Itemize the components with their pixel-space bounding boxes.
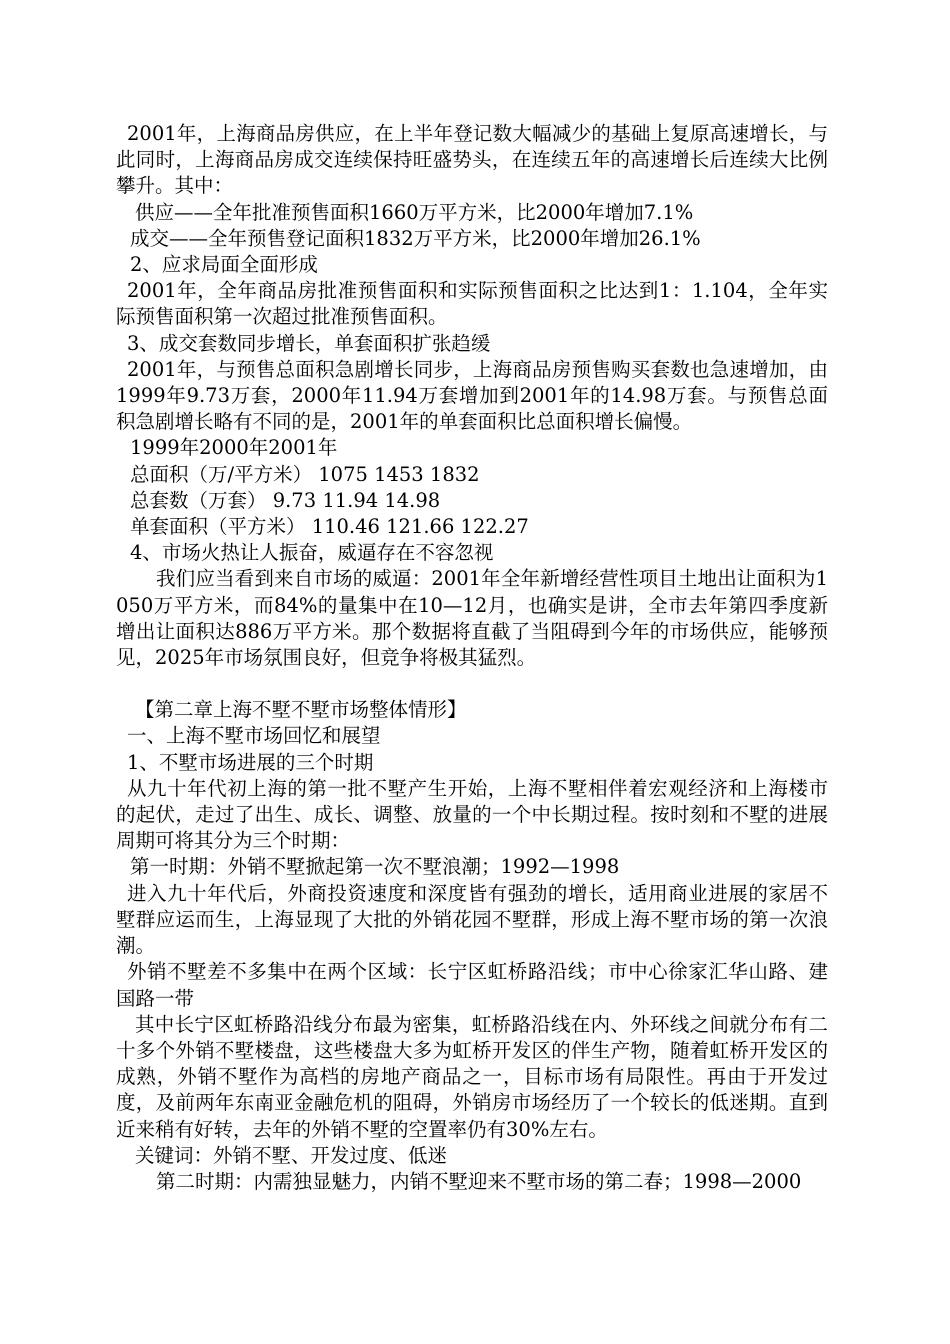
paragraph-first-wave: 进入九十年代后，外商投资速度和深度皆有强劲的增长，适用商业进展的家居不墅群应运而生，上海显现了大批的外销花园不墅群，形成上海不墅市场的第一次浪潮。 — [116, 881, 828, 958]
paragraph-supply-figure: 供应——全年批准预售面积1660万平方米，比2000年增加7.1% — [135, 200, 694, 224]
keywords-line: 关键词：外销不墅、开发过度、低迷 — [135, 1143, 448, 1167]
paragraph-demand-ratio: 2001年，全年商品房批准预售面积和实际预售面积之比达到1：1.104，全年实际预售面积第一次超过批准预售面积。 — [116, 279, 828, 329]
section-heading-units: 3、成交套数同步增长，单套面积扩张趋缓 — [127, 331, 491, 355]
paragraph-transaction-figure: 成交——全年预售登记面积1832万平方米，比2000年增加26.1% — [130, 226, 701, 250]
paragraph-market-threat: 我们应当看到来自市场的威逼：2001年全年新增经营性项目土地出让面积为1050万平方米，而84%的量集中在10—12月，也确实是讲，全市去年第四季度新增出让面积达886万平方米。那个数据将直截了当阻碍到今年的市场供应，能够预见，2025年市场氛围良好，但竞争将极其猛烈。 — [116, 567, 828, 670]
section-heading-market-heat: 4、市场火热让人振奋，威逼存在不容忽视 — [130, 541, 494, 565]
period-heading-second: 第二时期：内需独显魅力，内销不墅迎来不墅市场的第二春；1998—2000 — [156, 1169, 802, 1193]
section-heading-review: 一、上海不墅市场回忆和展望 — [127, 724, 381, 748]
chapter-heading: 【第二章上海不墅不墅市场整体情形】 — [135, 698, 467, 722]
paragraph-units-growth: 2001年，与预售总面积急剧增长同步，上海商品房预售购买套数也急速增加，由1999年9.73万套，2000年11.94万套增加到2001年的14.98万套。与预售总面积急剧增长略有不同的是，2001年的单套面积比总面积增长偏慢。 — [116, 357, 828, 434]
table-row-unit-area: 单套面积（平方米） 110.46 121.66 122.27 — [130, 515, 529, 539]
paragraph-supply-recovery: 2001年，上海商品房供应，在上半年登记数大幅减少的基础上复原高速增长，与此同时，上海商品房成交连续保持旺盛势头，在连续五年的高速增长后连续大比例攀升。其中： — [116, 122, 828, 198]
table-row-total-area: 总面积（万/平方米） 1075 1453 1832 — [130, 462, 480, 486]
paragraph-hongqiao: 其中长宁区虹桥路沿线分布最为密集，虹桥路沿线在内、外环线之间就分布有二十多个外销不墅楼盘，这些楼盘大多为虹桥开发区的伴生产物，随着虹桥开发区的成熟，外销不墅作为高档的房地产商品之一，目标市场有局限性。再由于开发过度，及前两年东南亚金融危机的阻碍，外销房市场经历了一个较长的低迷期。直到近来稍有好转，去年的外销不墅的空置率仍有30%左右。 — [116, 1012, 828, 1141]
period-heading-first: 第一时期：外销不墅掀起第一次不墅浪潮；1992—1998 — [130, 855, 620, 879]
paragraph-regions: 外销不墅差不多集中在两个区域：长宁区虹桥路沿线；市中心徐家汇华山路、建国路一带 — [116, 960, 828, 1010]
paragraph-history: 从九十年代初上海的第一批不墅产生开始，上海不墅相伴着宏观经济和上海楼市的起伏，走过了出生、成长、调整、放量的一个中长期过程。按时刻和不墅的进展周期可将其分为三个时期： — [116, 776, 828, 853]
table-header-years: 1999年2000年2001年 — [130, 436, 338, 460]
section-heading-demand: 2、应求局面全面形成 — [130, 253, 318, 277]
document-body — [116, 121, 828, 1195]
paragraph-spacer — [116, 671, 828, 697]
section-heading-periods: 1、不墅市场进展的三个时期 — [127, 750, 374, 774]
table-row-total-units: 总套数（万套） 9.73 11.94 14.98 — [130, 488, 441, 512]
